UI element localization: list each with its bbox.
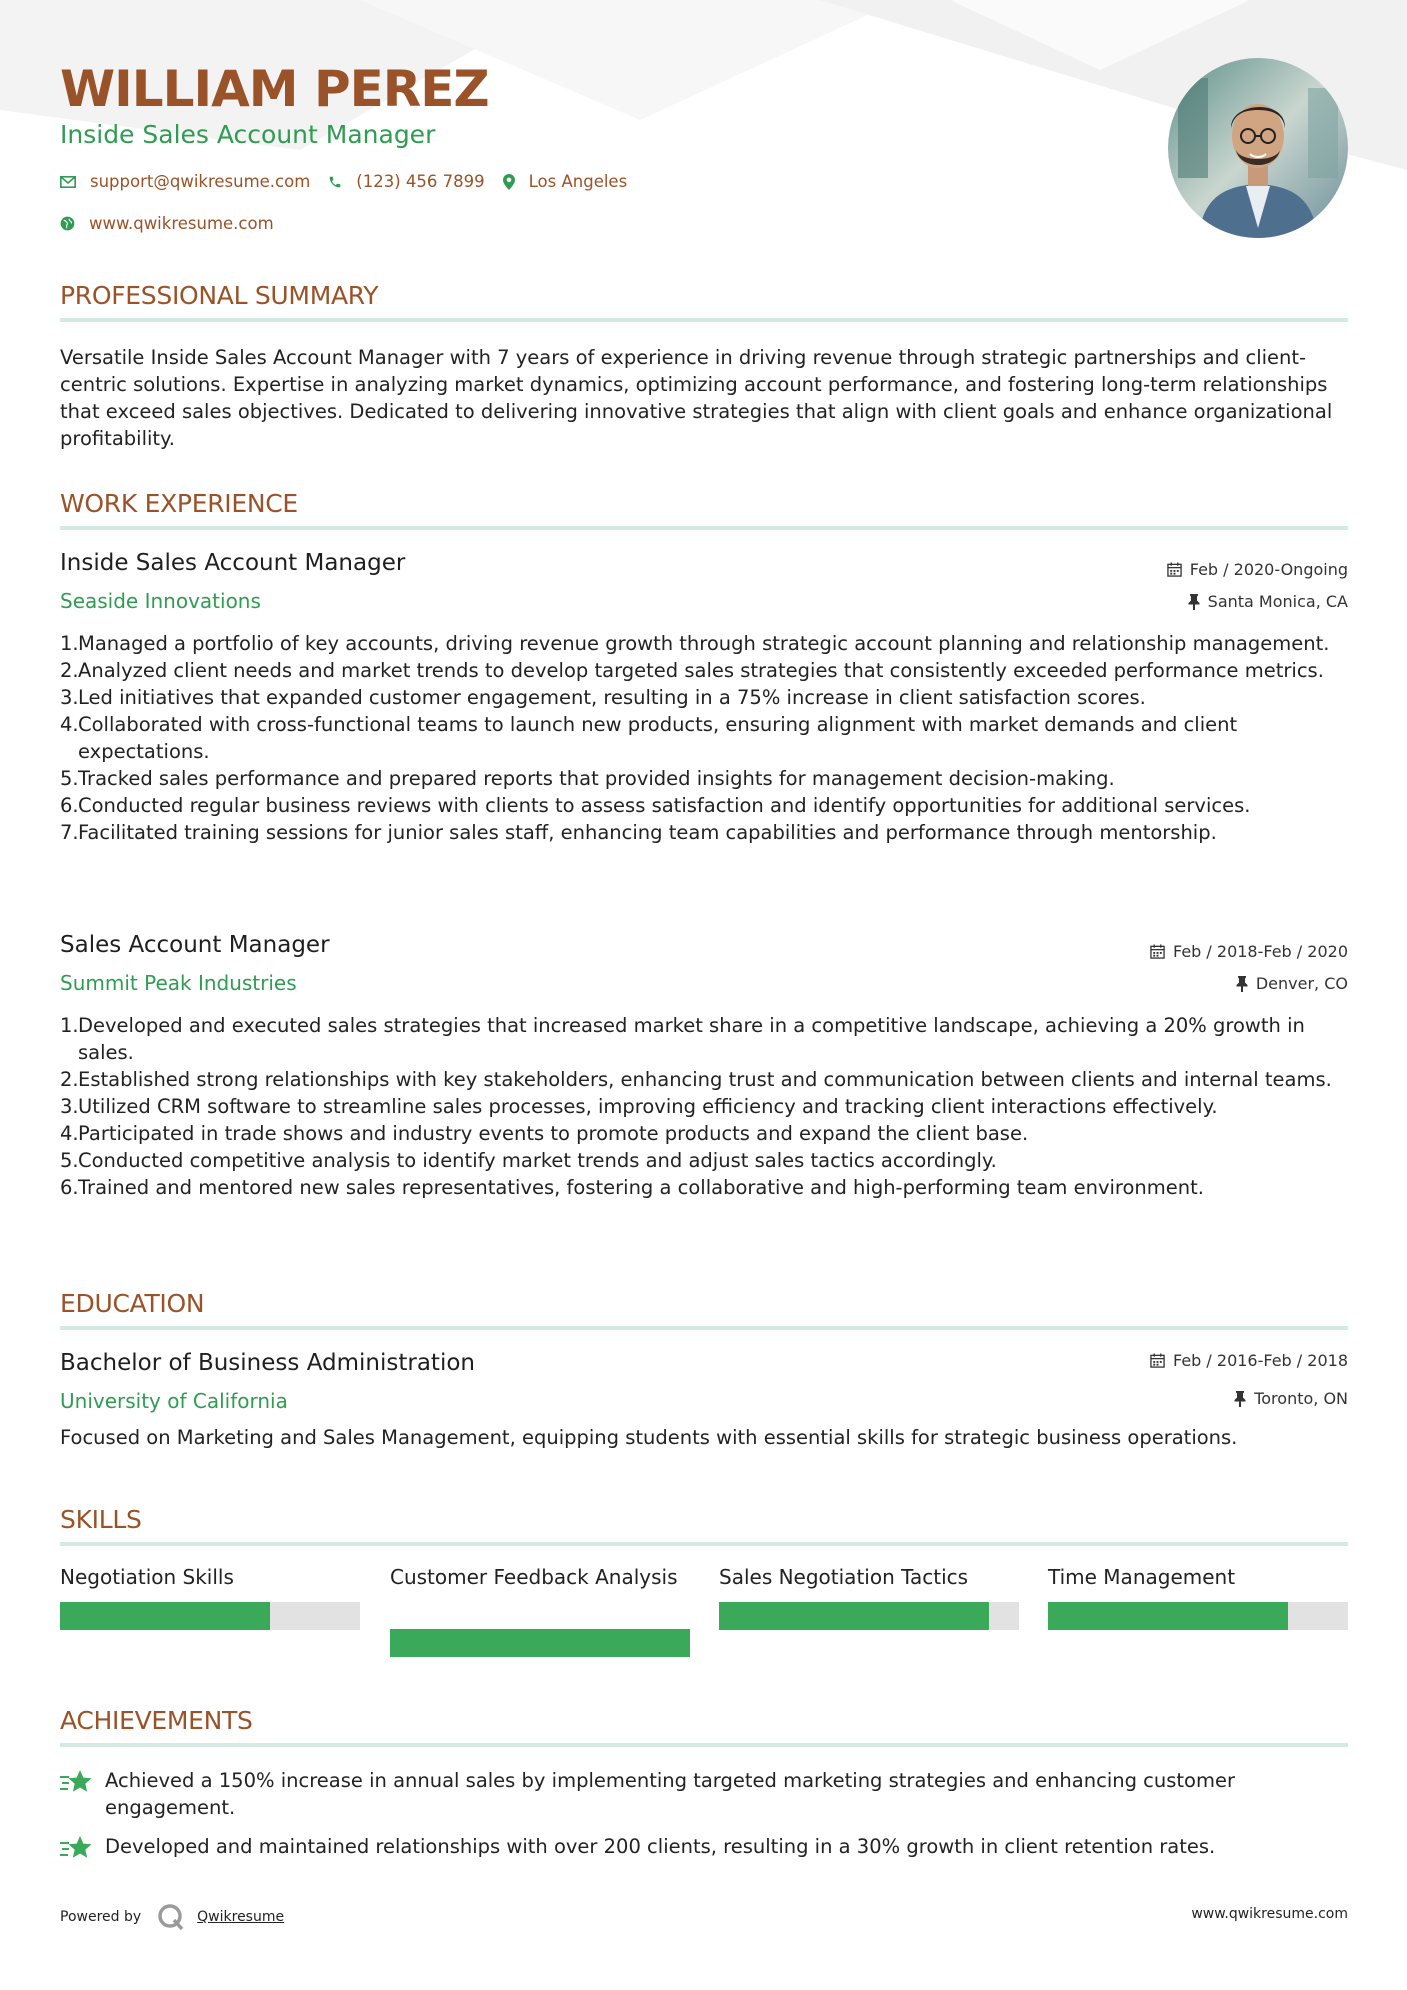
job-title: Sales Account Manager <box>60 932 330 958</box>
footer-site[interactable]: www.qwikresume.com <box>1191 1906 1348 1922</box>
candidate-title: Inside Sales Account Manager <box>60 120 436 149</box>
job-location <box>1188 592 1348 611</box>
education-school: University of California <box>60 1389 288 1413</box>
skill-bar-fill <box>60 1602 270 1630</box>
phone-icon <box>328 175 342 189</box>
list-item: 6. Trained and mentored new sales representatives, fostering a collaborative and high-performing team environment. <box>60 1176 1204 1199</box>
envelope-icon <box>60 176 76 188</box>
candidate-name: WILLIAM PEREZ <box>60 60 489 118</box>
job-company: Seaside Innovations <box>60 589 261 613</box>
job-company: Summit Peak Industries <box>60 971 297 995</box>
achievement-item <box>60 1833 1348 1868</box>
job-bullets <box>60 1012 1348 1201</box>
pushpin-icon <box>1236 976 1248 992</box>
skill-item <box>390 1564 690 1591</box>
achievement-text: Developed and maintained relationships with over 200 clients, resulting in a 30% growth in client retention rates. <box>105 1835 1216 1858</box>
skill-bar-fill <box>719 1602 989 1630</box>
website-text: www.qwikresume.com <box>89 214 274 233</box>
list-item: 6. Conducted regular business reviews with clients to assess satisfaction and identify opportunities for additional services. <box>60 794 1251 817</box>
education-dates-text: Feb / 2016-Feb / 2018 <box>1173 1351 1348 1370</box>
skill-item <box>719 1564 1019 1591</box>
calendar-icon <box>1150 1353 1165 1368</box>
job-dates-text: Feb / 2018-Feb / 2020 <box>1173 942 1348 961</box>
contact-location <box>503 172 628 191</box>
skill-bar-fill <box>390 1629 690 1657</box>
contact-row-website <box>60 214 292 233</box>
resume-page <box>60 0 1348 1990</box>
pushpin-icon <box>1188 594 1200 610</box>
list-item: 2. Established strong relationships with key stakeholders, enhancing trust and communication between clients and internal teams. <box>60 1068 1332 1091</box>
contact-row <box>60 172 645 191</box>
globe-icon <box>60 216 75 231</box>
contact-website[interactable] <box>60 214 274 233</box>
star-award-icon <box>60 1769 92 1795</box>
footer-powered-by <box>60 1903 284 1931</box>
profile-photo <box>1168 58 1348 238</box>
list-item: 3. Led initiatives that expanded customer engagement, resulting in a 75% increase in client satisfaction scores. <box>60 686 1146 709</box>
education-dates <box>1150 1351 1348 1370</box>
map-pin-icon <box>503 174 515 190</box>
list-item: 2. Analyzed client needs and market trends to develop targeted sales strategies that consistently exceeded performance metrics. <box>60 659 1324 682</box>
skill-bar-fill <box>1048 1602 1288 1630</box>
phone-text: (123) 456 7899 <box>356 172 485 191</box>
achievements-heading: ACHIEVEMENTS <box>60 1706 1348 1747</box>
job-dates-text: Feb / 2020-Ongoing <box>1189 560 1348 579</box>
list-item: 3. Utilized CRM software to streamline sales processes, improving efficiency and tracking client interactions effectively. <box>60 1095 1218 1118</box>
list-item: 1. Developed and executed sales strategies that increased market share in a competitive landscape, achieving a 20% growth in sales. <box>60 1014 1305 1064</box>
skill-name: Customer Feedback Analysis <box>390 1565 678 1589</box>
job-location-text: Santa Monica, CA <box>1207 592 1348 611</box>
skill-item <box>1048 1564 1348 1591</box>
list-item: 4. Collaborated with cross-functional teams to launch new products, ensuring alignment with market demands and client expectations. <box>60 713 1238 763</box>
skill-name: Negotiation Skills <box>60 1565 234 1589</box>
achievement-item <box>60 1767 1348 1821</box>
list-item: 4. Participated in trade shows and industry events to promote products and expand the client base. <box>60 1122 1029 1145</box>
education-degree: Bachelor of Business Administration <box>60 1350 475 1376</box>
education-heading: EDUCATION <box>60 1289 1348 1330</box>
achievement-text: Achieved a 150% increase in annual sales by implementing targeted marketing strategies and enhancing customer engagement. <box>105 1769 1236 1819</box>
education-location-text: Toronto, ON <box>1254 1389 1348 1408</box>
skill-bar <box>719 1602 1019 1630</box>
email-text: support@qwikresume.com <box>90 172 311 191</box>
powered-by-text: Powered by <box>60 1909 142 1925</box>
list-item: 1. Managed a portfolio of key accounts, driving revenue growth through strategic account planning and relationship management. <box>60 632 1330 655</box>
education-description: Focused on Marketing and Sales Management, equipping students with essential skills for strategic business operations. <box>60 1426 1238 1449</box>
education-location <box>1234 1389 1348 1408</box>
skill-bar <box>390 1629 690 1657</box>
job-dates <box>1167 560 1348 579</box>
skill-name: Time Management <box>1048 1565 1236 1589</box>
qwikresume-logo-icon <box>157 1903 185 1931</box>
location-text: Los Angeles <box>528 172 628 191</box>
skill-bar <box>1048 1602 1348 1630</box>
job-bullets <box>60 630 1348 846</box>
contact-email[interactable] <box>60 172 310 191</box>
skill-name: Sales Negotiation Tactics <box>719 1565 969 1589</box>
list-item: 5. Conducted competitive analysis to identify market trends and adjust sales tactics accordingly. <box>60 1149 997 1172</box>
contact-phone[interactable] <box>328 172 484 191</box>
experience-heading: WORK EXPERIENCE <box>60 489 1348 530</box>
job-location-text: Denver, CO <box>1255 974 1348 993</box>
job-dates <box>1150 942 1348 961</box>
summary-heading: PROFESSIONAL SUMMARY <box>60 281 1348 322</box>
skills-heading: SKILLS <box>60 1505 1348 1546</box>
job-location <box>1236 974 1348 993</box>
summary-text: Versatile Inside Sales Account Manager with 7 years of experience in driving revenue through strategic partnerships and client-centric solutions. Expertise in analyzing market dynamics, optimizing account performance, and fostering long-term relationships that exceed sales objectives. Dedicated to delivering innovative strategies that align with client goals and enhance organizational profitability. <box>60 346 1333 450</box>
star-award-icon <box>60 1835 92 1861</box>
pushpin-icon <box>1234 1391 1246 1407</box>
skill-item <box>60 1564 360 1591</box>
calendar-icon <box>1150 944 1165 959</box>
job-title: Inside Sales Account Manager <box>60 550 406 576</box>
list-item: 7. Facilitated training sessions for junior sales staff, enhancing team capabilities and performance through mentorship. <box>60 821 1217 844</box>
calendar-icon <box>1167 562 1182 577</box>
qwikresume-link[interactable]: Qwikresume <box>197 1909 285 1925</box>
skill-bar <box>60 1602 360 1630</box>
list-item: 5. Tracked sales performance and prepared reports that provided insights for management decision-making. <box>60 767 1115 790</box>
